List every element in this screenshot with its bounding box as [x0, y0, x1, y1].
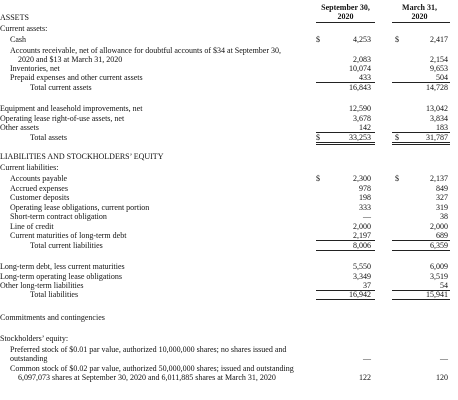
table-row: [0, 373, 458, 382]
table-row: [0, 35, 458, 44]
dollar-sign-sep30: $: [316, 174, 320, 183]
row-label: ASSETS: [0, 13, 29, 22]
value-sep30: 2,197: [353, 231, 371, 240]
value-sep30: 16,843: [349, 83, 371, 92]
dollar-sign-sep30: $: [316, 35, 320, 44]
row-label: Common stock of $0.02 par value, authorized 50,000,000 shares; issued and outstanding: [10, 364, 294, 373]
value-sep30: 16,942: [349, 290, 371, 299]
value-sep30: 3,349: [353, 272, 371, 281]
value-mar31: 15,941: [426, 290, 448, 299]
value-sep30: 978: [359, 184, 371, 193]
table-row: [0, 281, 458, 290]
row-label: Current maturities of long-term debt: [10, 231, 127, 240]
value-mar31: 2,000: [430, 222, 448, 231]
value-mar31: 183: [436, 123, 448, 132]
row-label: Accrued expenses: [10, 184, 68, 193]
row-label: Total assets: [30, 133, 67, 142]
value-sep30: 433: [359, 73, 371, 82]
row-label: Accounts receivable, net of allowance for doubtful accounts of $34 at September 30,: [10, 46, 282, 55]
value-sep30: 3,678: [353, 114, 371, 123]
value-sep30: 142: [359, 123, 371, 132]
table-row: [0, 152, 458, 161]
table-row: [0, 24, 458, 33]
row-label: Preferred stock of $0.01 par value, authorized 10,000,000 shares; no shares issued and: [10, 345, 287, 354]
value-sep30: 10,074: [349, 64, 371, 73]
table-row: [0, 313, 458, 322]
dollar-sign-mar31: $: [395, 35, 399, 44]
row-label: Long-term debt, less current maturities: [0, 262, 125, 271]
value-sep30: —: [363, 354, 371, 363]
dollar-sign-sep30: $: [316, 133, 320, 142]
value-mar31: 6,009: [430, 262, 448, 271]
column-header-mar31-line1: March 31,: [402, 3, 437, 12]
row-label: Operating lease obligations, current portion: [10, 203, 150, 212]
row-label: Total liabilities: [30, 290, 79, 299]
table-row: [0, 241, 458, 250]
value-mar31: 14,728: [426, 83, 448, 92]
value-mar31: 849: [436, 184, 448, 193]
dollar-sign-mar31: $: [395, 174, 399, 183]
row-label: Cash: [10, 35, 26, 44]
row-label: Short-term contract obligation: [10, 212, 107, 221]
table-row: [0, 46, 458, 55]
row-label: LIABILITIES AND STOCKHOLDERS’ EQUITY: [0, 152, 164, 161]
value-sep30: 8,006: [353, 241, 371, 250]
table-row: [0, 55, 458, 64]
value-sep30: 333: [359, 203, 371, 212]
table-row: [0, 104, 458, 113]
value-mar31: 38: [440, 212, 448, 221]
value-mar31: 504: [436, 73, 448, 82]
row-label: 2020 and $13 at March 31, 2020: [18, 55, 123, 64]
table-row: [0, 133, 458, 142]
table-row: [0, 272, 458, 281]
value-mar31: 120: [436, 373, 448, 382]
table-row: [0, 262, 458, 271]
value-mar31: 2,154: [430, 55, 448, 64]
value-sep30: 4,253: [353, 35, 371, 44]
row-label: Current liabilities:: [0, 163, 59, 172]
value-mar31: 319: [436, 203, 448, 212]
row-label: Other long-term liabilities: [0, 281, 84, 290]
table-row: [0, 143, 458, 152]
table-row: [0, 93, 458, 102]
value-sep30: 122: [359, 373, 371, 382]
row-label: Line of credit: [10, 222, 54, 231]
column-header-sep30-line2: 2020: [337, 12, 354, 21]
value-mar31: 9,653: [430, 64, 448, 73]
row-label: Other assets: [0, 123, 39, 132]
column-header-underline-sep30: [316, 22, 375, 23]
value-sep30: 33,253: [349, 133, 371, 142]
table-row: [0, 364, 458, 373]
table-row: [0, 334, 458, 343]
value-mar31: 3,834: [430, 114, 448, 123]
row-label: outstanding: [10, 354, 48, 363]
table-row: [0, 64, 458, 73]
value-mar31: 689: [436, 231, 448, 240]
table-row: [0, 114, 458, 123]
row-label: Inventories, net: [10, 64, 60, 73]
row-label: Total current liabilities: [30, 241, 103, 250]
table-row: [0, 231, 458, 240]
value-mar31: 327: [436, 193, 448, 202]
table-row: [0, 83, 458, 92]
value-sep30: —: [363, 212, 371, 221]
value-mar31: 6,359: [430, 241, 448, 250]
row-label: Operating lease right-of-use assets, net: [0, 114, 125, 123]
value-sep30: 2,083: [353, 55, 371, 64]
value-mar31: 2,137: [430, 174, 448, 183]
table-row: [0, 212, 458, 221]
row-label: Commitments and contingencies: [0, 313, 105, 322]
row-label: Equipment and leasehold improvements, net: [0, 104, 143, 113]
value-sep30: 198: [359, 193, 371, 202]
column-header-sep30-line1: September 30,: [321, 3, 370, 12]
row-label: Current assets:: [0, 24, 48, 33]
row-label: Customer deposits: [10, 193, 70, 202]
value-sep30: 37: [363, 281, 371, 290]
table-row: [0, 323, 458, 332]
table-row: [0, 300, 458, 309]
table-row: [0, 123, 458, 132]
table-row: [0, 251, 458, 260]
value-sep30: 12,590: [349, 104, 371, 113]
value-mar31: 13,042: [426, 104, 448, 113]
row-label: Long-term operating lease obligations: [0, 272, 122, 281]
value-sep30: 5,550: [353, 262, 371, 271]
value-sep30: 2,300: [353, 174, 371, 183]
dollar-sign-mar31: $: [395, 133, 399, 142]
table-row: [0, 163, 458, 172]
value-mar31: —: [440, 354, 448, 363]
table-row: [0, 73, 458, 82]
table-row: [0, 13, 458, 22]
table-row: [0, 222, 458, 231]
row-label: Stockholders’ equity:: [0, 334, 69, 343]
row-label: Prepaid expenses and other current assets: [10, 73, 143, 82]
row-label: Accounts payable: [10, 174, 68, 183]
column-header-underline-mar31: [392, 22, 450, 23]
row-label: Total current assets: [30, 83, 92, 92]
row-label: 6,097,073 shares at September 30, 2020 and 6,011,885 shares at March 31, 2020: [18, 373, 276, 382]
column-header-mar31-line2: 2020: [411, 12, 428, 21]
value-mar31: 54: [440, 281, 448, 290]
value-mar31: 3,519: [430, 272, 448, 281]
table-row: [0, 290, 458, 299]
value-mar31: 2,417: [430, 35, 448, 44]
table-row: [0, 354, 458, 363]
value-mar31: 31,787: [426, 133, 448, 142]
table-row: [0, 193, 458, 202]
value-sep30: 2,000: [353, 222, 371, 231]
table-row: [0, 174, 458, 183]
table-row: [0, 203, 458, 212]
table-row: [0, 345, 458, 354]
table-row: [0, 184, 458, 193]
